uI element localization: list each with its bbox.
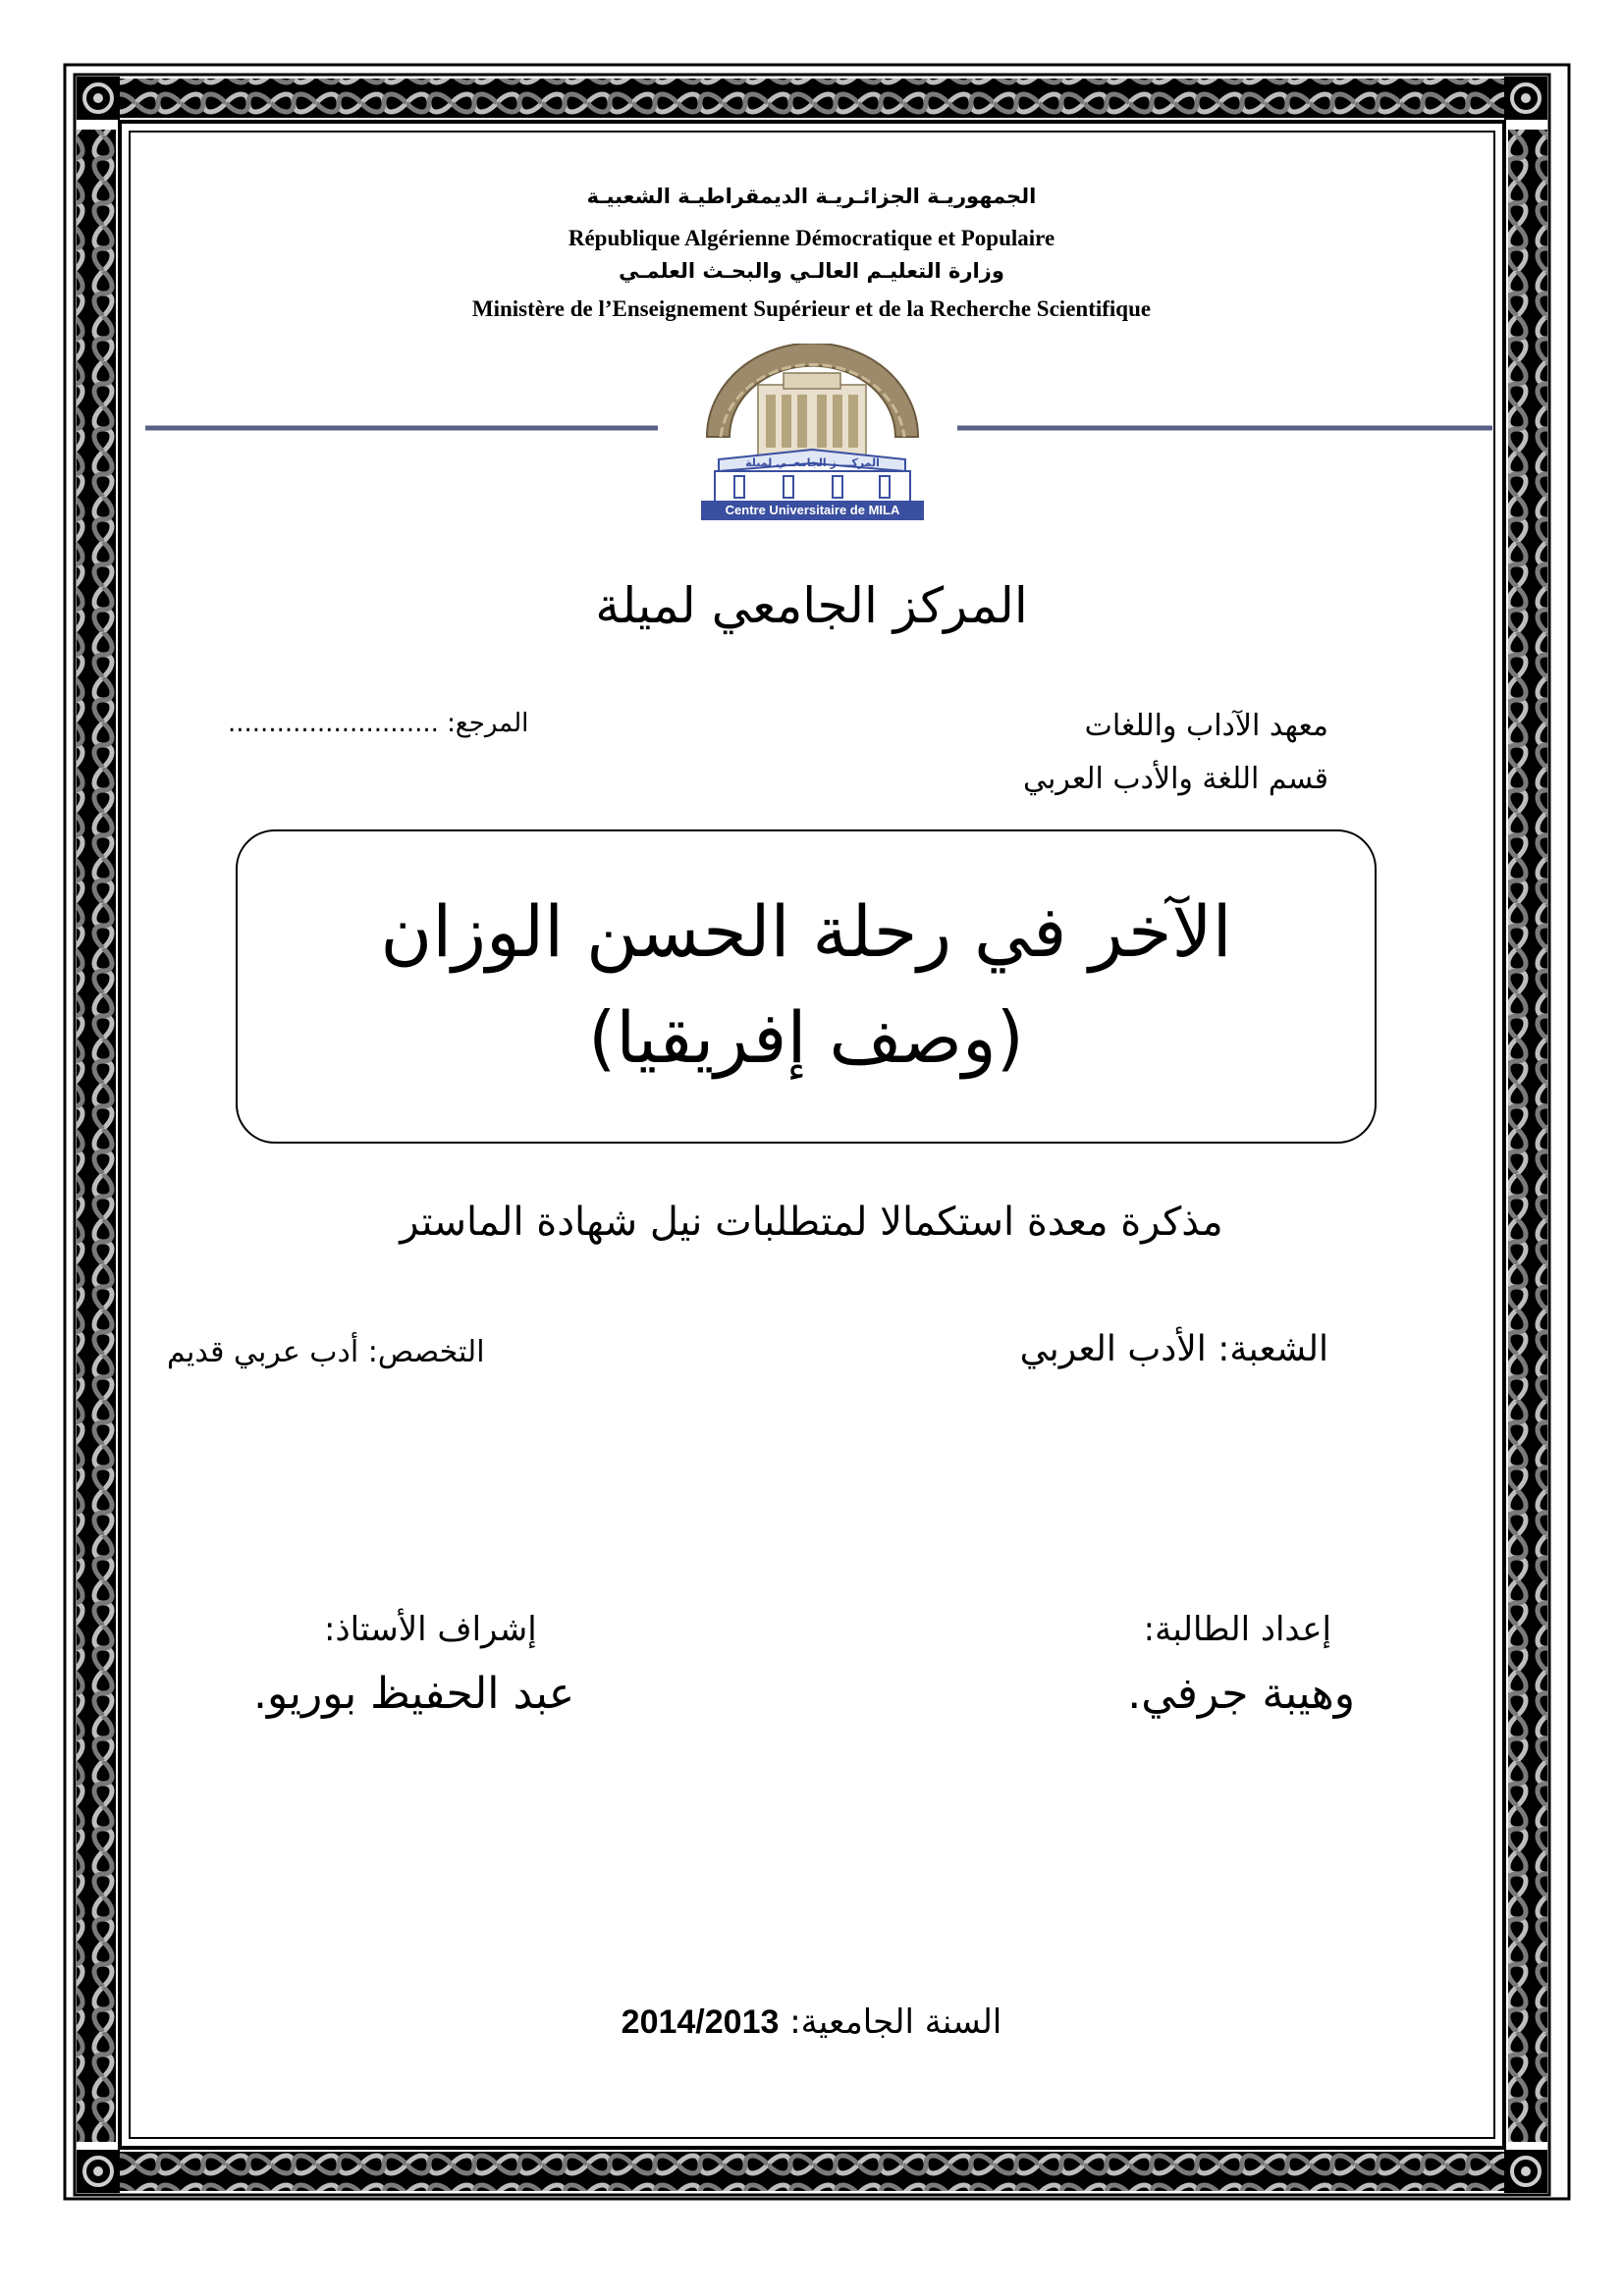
logo-arabic-text: المركــــز الجامعــي لميلة xyxy=(745,456,880,469)
republic-arabic: الجمهوريـة الجزائـريـة الديمقراطيـة الشعبيـة xyxy=(586,185,1037,208)
specialty: التخصص: أدب عربي قديم xyxy=(167,1335,485,1369)
ministry-arabic: وزارة التعليـم العالـي والبحـث العلمـي xyxy=(619,259,1004,283)
university-name: المركز الجامعي لميلة xyxy=(595,577,1028,634)
university-logo xyxy=(687,344,938,530)
title-line-2: (وصف إفريقيا) xyxy=(588,996,1024,1079)
academic-year xyxy=(0,2002,1623,2042)
logo-caption: Centre Universitaire de MILA xyxy=(725,503,900,517)
branch: الشعبة: الأدب العربي xyxy=(1019,1329,1328,1369)
academic-year-value: 2014/2013 xyxy=(621,2003,780,2041)
thesis-description: مذكرة معدة استكمالا لمتطلبات نيل شهادة الماستر xyxy=(400,1200,1223,1245)
academic-year-label: السنة الجامعية: xyxy=(789,2002,1002,2042)
supervisor-label: إشراف الأستاذ: xyxy=(324,1610,537,1649)
supervisor-name: عبد الحفيظ بوريو. xyxy=(253,1669,575,1719)
republic-french: République Algérienne Démocratique et Populaire xyxy=(568,226,1055,250)
student-name: وهيبة جرفي. xyxy=(1127,1669,1355,1719)
student-label: إعداد الطالبة: xyxy=(1143,1610,1331,1649)
title-line-1: الآخر في رحلة الحسن الوزان xyxy=(380,890,1232,973)
institute-name: معهد الآداب واللغات xyxy=(1084,709,1328,743)
title-box xyxy=(236,829,1377,1144)
ministry-french: Ministère de l’Enseignement Supérieur et de la Recherche Scientifique xyxy=(471,296,1152,321)
department-name: قسم اللغة والأدب العربي xyxy=(1022,762,1328,796)
reference-field: المرجع: .......................... xyxy=(228,709,529,738)
